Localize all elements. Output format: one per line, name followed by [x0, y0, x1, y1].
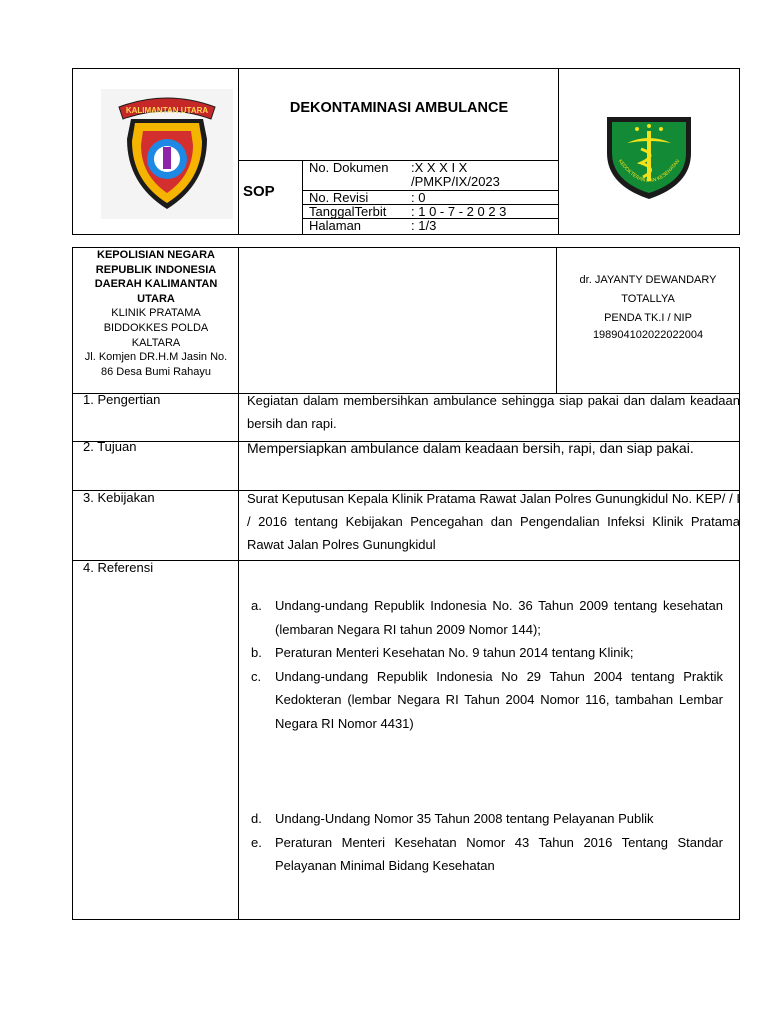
divider	[238, 69, 239, 234]
org-line: REPUBLIK INDONESIA	[95, 263, 217, 276]
list-marker: a.	[251, 598, 262, 613]
police-emblem-icon	[101, 89, 233, 219]
list-marker: b.	[251, 645, 262, 660]
list-text: Peraturan Menteri Kesehatan Nomor 43 Tahun 2016 Tentang Standar Pelayanan Minimal Bidang Kesehatan	[275, 834, 723, 873]
list-item	[251, 807, 723, 831]
caduceus-shield-icon	[603, 113, 695, 201]
org-line: 86 Desa Bumi Rahayu	[100, 365, 212, 378]
meta-label-page: Halaman	[309, 218, 362, 233]
list-text: Undang-Undang Nomor 35 Tahun 2008 tentang Pelayanan Publik	[275, 811, 654, 826]
signatory-block	[557, 271, 739, 343]
meta-value-doc-no-cont: /PMKP/IX/2023	[411, 174, 500, 189]
organization-info	[77, 248, 235, 379]
meta-value-issue-date: : 1 0 - 7 - 2 0 2 3	[411, 204, 507, 219]
list-item	[251, 594, 723, 641]
section-label-referensi: 4. Referensi	[83, 560, 154, 575]
section-label-kebijakan: 3. Kebijakan	[83, 490, 155, 505]
health-logo	[603, 113, 695, 201]
divider	[302, 160, 303, 234]
signatory-name: dr. JAYANTY DEWANDARY	[579, 274, 717, 286]
list-marker: e.	[251, 834, 262, 850]
sop-label: SOP	[243, 183, 275, 200]
header-table	[72, 68, 740, 235]
org-line: BIDDOKKES POLDA	[103, 321, 209, 334]
reference-list-group2	[251, 807, 723, 878]
org-line: KALTARA	[131, 336, 181, 349]
divider	[238, 248, 239, 919]
org-line: Jl. Komjen DR.H.M Jasin No.	[84, 351, 228, 364]
list-marker: c.	[251, 668, 262, 684]
section-text-tujuan: Mempersiapkan ambulance dalam keadaan bersih, rapi, dan siap pakai.	[247, 440, 694, 456]
meta-value-page: : 1/3	[411, 218, 437, 233]
section-label-pengertian: 1. Pengertian	[83, 392, 161, 407]
signatory-name-cont: TOTALLYA	[621, 293, 675, 305]
divider	[238, 160, 558, 161]
list-item	[251, 831, 723, 878]
signatory-nip: 198904102022022004	[592, 329, 704, 341]
org-line: KLINIK PRATAMA	[111, 307, 201, 320]
logo-arc-text: KEDOKTERAN DAN KESEHATAN	[616, 158, 682, 185]
meta-label-doc-no: No. Dokumen	[309, 160, 389, 175]
org-line: DAERAH KALIMANTAN	[94, 278, 218, 291]
list-text: Peraturan Menteri Kesehatan No. 9 tahun 2014 tentang Klinik;	[275, 645, 634, 660]
section-label-tujuan: 2. Tujuan	[83, 439, 137, 454]
sop-content-table	[72, 247, 740, 920]
section-text-kebijakan: Surat Keputusan Kepala Klinik Pratama Rawat Jalan Polres Gunungkidul No. KEP/ / I / 2016 tentang Kebijakan Pencegahan dan Pengendalian Infeksi Klinik Pratama Rawat Jalan Polres Gunungkidul	[247, 491, 740, 552]
meta-label-issue-date: TanggalTerbit	[309, 204, 387, 219]
reference-list-group1	[251, 594, 723, 735]
divider	[73, 560, 739, 561]
document-title: DEKONTAMINASI AMBULANCE	[289, 100, 509, 116]
list-item	[251, 665, 723, 736]
divider	[558, 69, 559, 234]
org-line: UTARA	[137, 292, 175, 305]
meta-value-revision: : 0	[411, 190, 426, 205]
list-item	[251, 641, 723, 665]
list-text: Undang-undang Republik Indonesia No. 36 Tahun 2009 tentang kesehatan (lembaran Negara RI tahun 2009 Nomor 144);	[275, 598, 723, 637]
meta-value-doc-no: :X X X I X	[411, 160, 468, 175]
logo-ribbon-text: KALIMANTAN UTARA	[125, 106, 209, 115]
signatory-rank: PENDA TK.I / NIP	[604, 312, 692, 324]
police-logo	[101, 89, 233, 219]
section-text-pengertian: Kegiatan dalam membersihkan ambulance sehingga siap pakai dan dalam keadaan bersih dan rapi.	[247, 393, 740, 431]
meta-label-revision: No. Revisi	[309, 190, 369, 205]
list-marker: d.	[251, 811, 262, 826]
org-line: KEPOLISIAN NEGARA	[97, 249, 215, 261]
list-text: Undang-undang Republik Indonesia No 29 Tahun 2004 tentang Praktik Kedokteran (lembar Negara RI Tahun 2004 Nomor 116, tambahan Lembar Negara RI Nomor 4431)	[275, 668, 723, 731]
